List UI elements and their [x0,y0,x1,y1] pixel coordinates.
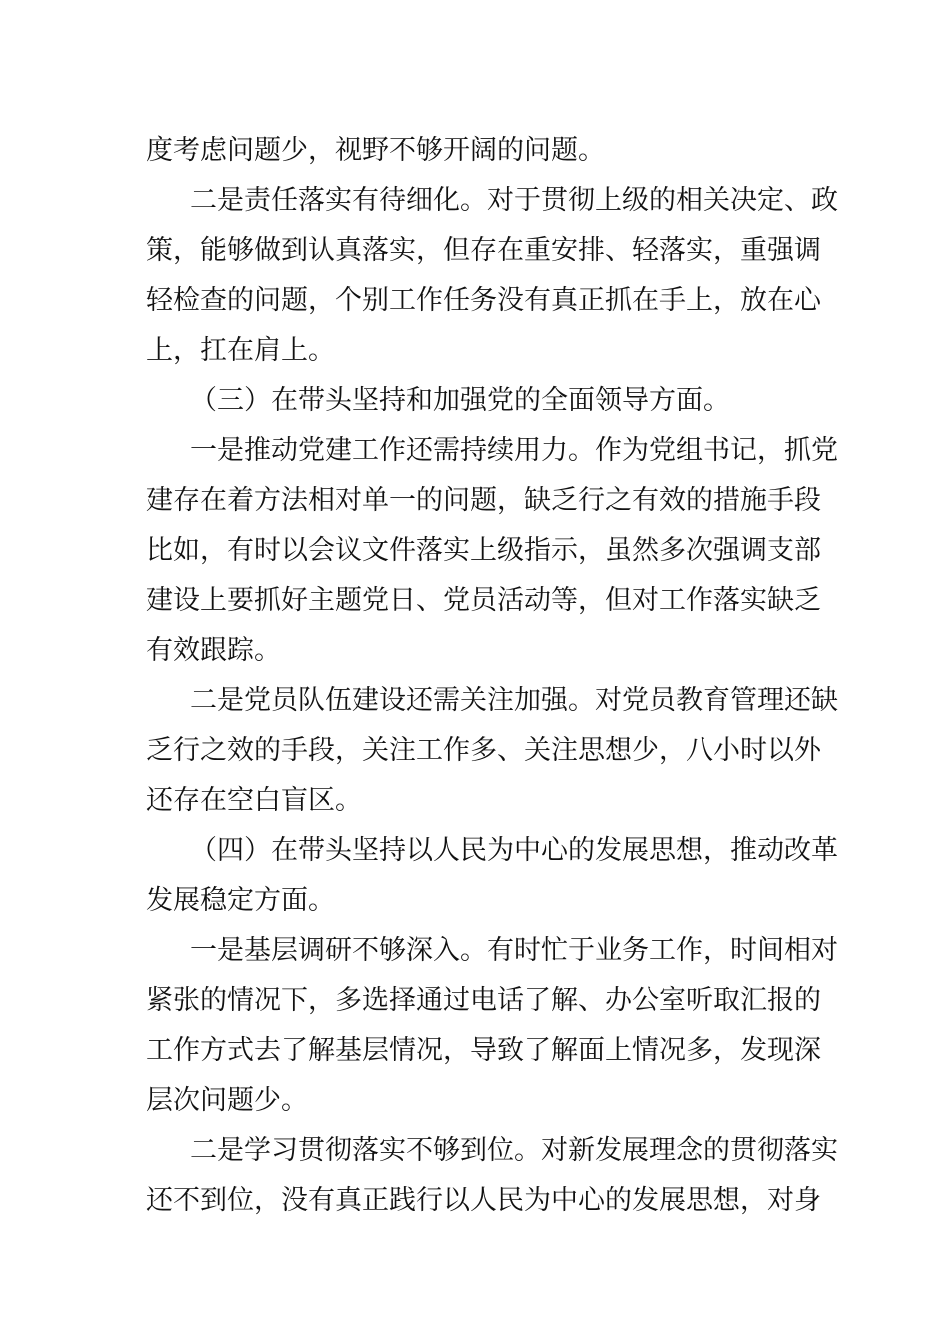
paragraph-line: 比如，有时以会议文件落实上级指示，虽然多次强调支部 [146,535,821,566]
paragraph-line: 一是推动党建工作还需持续用力。作为党组书记，抓党 [190,435,838,466]
paragraph-line: 还不到位，没有真正践行以人民为中心的发展思想，对身 [146,1185,821,1216]
paragraph-line: 策，能够做到认真落实，但存在重安排、轻落实，重强调 [146,235,821,266]
paragraph-line: 轻检查的问题，个别工作任务没有真正抓在手上，放在心 [146,285,821,316]
section-heading: （四）在带头坚持以人民为中心的发展思想，推动改革 [190,835,838,866]
body-text [146,126,838,1226]
paragraph-line: 紧张的情况下，多选择通过电话了解、办公室听取汇报的 [146,985,821,1016]
paragraph-line: 二是党员队伍建设还需关注加强。对党员教育管理还缺 [190,685,838,716]
paragraph-line: 乏行之效的手段，关注工作多、关注思想少，八小时以外 [146,735,821,766]
paragraph-line: 建存在着方法相对单一的问题，缺乏行之有效的措施手段 [146,485,821,516]
section-heading: （三）在带头坚持和加强党的全面领导方面。 [190,385,730,416]
paragraph-line: 二是学习贯彻落实不够到位。对新发展理念的贯彻落实 [190,1135,838,1166]
paragraph-line: 还存在空白盲区。 [146,785,362,816]
paragraph-line: 有效跟踪。 [146,635,281,666]
paragraph-line: 工作方式去了解基层情况，导致了解面上情况多，发现深 [146,1035,821,1066]
paragraph-line: 上，扛在肩上。 [146,335,335,366]
section-heading-continued: 发展稳定方面。 [146,885,335,916]
paragraph-line: 一是基层调研不够深入。有时忙于业务工作，时间相对 [190,935,838,966]
paragraph-line: 度考虑问题少，视野不够开阔的问题。 [146,135,605,166]
paragraph-line: 建设上要抓好主题党日、党员活动等，但对工作落实缺乏 [146,585,821,616]
paragraph-line: 二是责任落实有待细化。对于贯彻上级的相关决定、政 [190,185,838,216]
paragraph-line: 层次问题少。 [146,1085,308,1116]
